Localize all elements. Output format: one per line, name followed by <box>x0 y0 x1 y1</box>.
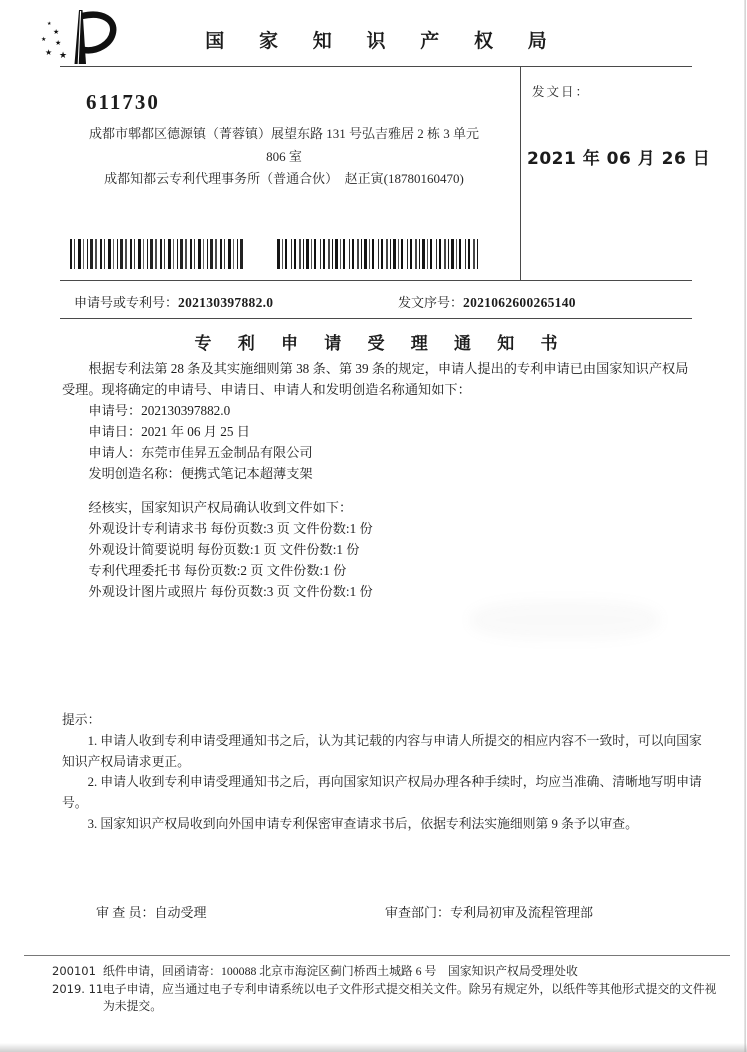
application-number-label: 申请号或专利号： <box>74 295 179 310</box>
tips-section <box>62 710 706 835</box>
serial-number-label: 发文序号： <box>398 295 464 310</box>
document-item: 外观设计专利请求书 每份页数:3 页 文件份数:1 份 <box>88 521 373 536</box>
svg-text:★: ★ <box>41 36 47 43</box>
tip-item: 2. 申请人收到专利申请受理通知书之后，再向国家知识产权局办理各种手续时，均应当准确、清晰地写明申请号。 <box>62 775 702 811</box>
confirm-line: 经核实，国家知识产权局确认收到文件如下： <box>88 500 353 515</box>
reference-row-rule <box>60 318 692 319</box>
department-value: 专利局初审及流程管理部 <box>450 905 594 920</box>
footer-line: 电子申请，应当通过电子专利申请系统以电子文件形式提交相关文件。除另有规定外，以纸件等其他形式提交的文件视为未提交。 <box>103 981 717 1013</box>
address-line-2: 806 室 <box>266 148 302 164</box>
barcode-serial <box>277 239 478 269</box>
field-value: 东莞市佳昇五金制品有限公司 <box>141 445 313 460</box>
issue-date-value: 2021 年 06 月 26 日 <box>527 149 711 169</box>
examiner-group <box>96 902 207 921</box>
notice-title: 专 利 申 请 受 理 通 知 书 <box>194 334 569 353</box>
tips-label: 提示： <box>62 713 101 727</box>
page-bottom-edge-shadow <box>0 1043 747 1052</box>
tip-item: 3. 国家知识产权局收到向外国申请专利保密审查请求书后，依据专利法实施细则第 9 条予以审查。 <box>87 816 638 831</box>
field-invention-title <box>62 463 694 484</box>
examiner-label: 审 查 员： <box>96 905 155 920</box>
field-applicant <box>62 442 694 463</box>
notice-intro: 根据专利法第 28 条及其实施细则第 38 条、第 39 条的规定，申请人提出的专利申请已由国家知识产权局受理。现将确定的申请号、申请日、申请人和发明创造名称通知如下： <box>62 361 689 397</box>
document-item: 外观设计简要说明 每份页数:1 页 文件份数:1 份 <box>88 542 360 557</box>
footer-instructions <box>103 963 718 1016</box>
examiner-value: 自动受理 <box>154 905 207 920</box>
svg-text:★: ★ <box>47 21 52 27</box>
issue-date-label: 发文日： <box>532 85 591 99</box>
field-label: 申请人： <box>88 445 142 460</box>
document-item: 专利代理委托书 每份页数:2 页 文件份数:1 份 <box>88 563 347 578</box>
svg-text:★: ★ <box>55 39 62 47</box>
mid-rule <box>60 280 692 281</box>
field-value: 便携式笔记本超薄支架 <box>180 466 313 481</box>
footer-form-codes <box>52 963 103 998</box>
serial-number-group <box>398 292 576 311</box>
field-value: 2021 年 06 月 25 日 <box>141 424 250 439</box>
svg-text:★: ★ <box>53 28 60 36</box>
application-number-value: 202130397882.0 <box>178 295 274 310</box>
recipient-address <box>60 123 508 191</box>
field-application-no <box>62 400 694 421</box>
svg-text:★: ★ <box>59 51 68 61</box>
footer-line: 纸件申请，回函请寄：100088 北京市海淀区蓟门桥西土城路 6 号 国家知识产权局受理处收 <box>103 964 578 978</box>
field-label: 发明创造名称： <box>88 466 181 481</box>
department-group <box>385 902 593 921</box>
page-right-edge-shadow <box>744 0 746 1052</box>
document-item: 外观设计图片或照片 每份页数:3 页 文件份数:1 份 <box>88 584 373 599</box>
scan-smudge <box>470 600 660 640</box>
footer-code: 200101 <box>52 964 96 978</box>
field-value: 202130397882.0 <box>141 403 231 418</box>
barcode-application <box>70 239 243 269</box>
svg-text:★: ★ <box>45 48 53 57</box>
field-application-date <box>62 421 694 442</box>
date-box-left-border <box>520 66 521 280</box>
field-label: 申请号： <box>88 403 142 418</box>
footer-code: 2019. 11 <box>52 981 104 996</box>
field-label: 申请日： <box>88 424 142 439</box>
serial-number-value: 2021062600265140 <box>463 295 576 310</box>
address-line-1: 成都市郫都区德源镇（菁蓉镇）展望东路 131 号弘吉雅居 2 栋 3 单元 <box>88 126 479 141</box>
tip-item: 1. 申请人收到专利申请受理通知书之后，认为其记载的内容与申请人所提交的相应内容不一致时，可以向国家知识产权局请求更正。 <box>62 733 702 769</box>
agent-line: 成都知都云专利代理事务所（普通合伙） 赵正寅(18780160470) <box>104 171 464 186</box>
header-rule <box>60 66 692 67</box>
application-number-group <box>74 292 273 311</box>
notice-body <box>62 358 694 602</box>
department-label: 审查部门： <box>385 905 451 920</box>
postal-code: 611730 <box>86 90 160 114</box>
agency-title: 国 家 知 识 产 权 局 <box>205 31 562 52</box>
footer-rule <box>24 955 730 956</box>
